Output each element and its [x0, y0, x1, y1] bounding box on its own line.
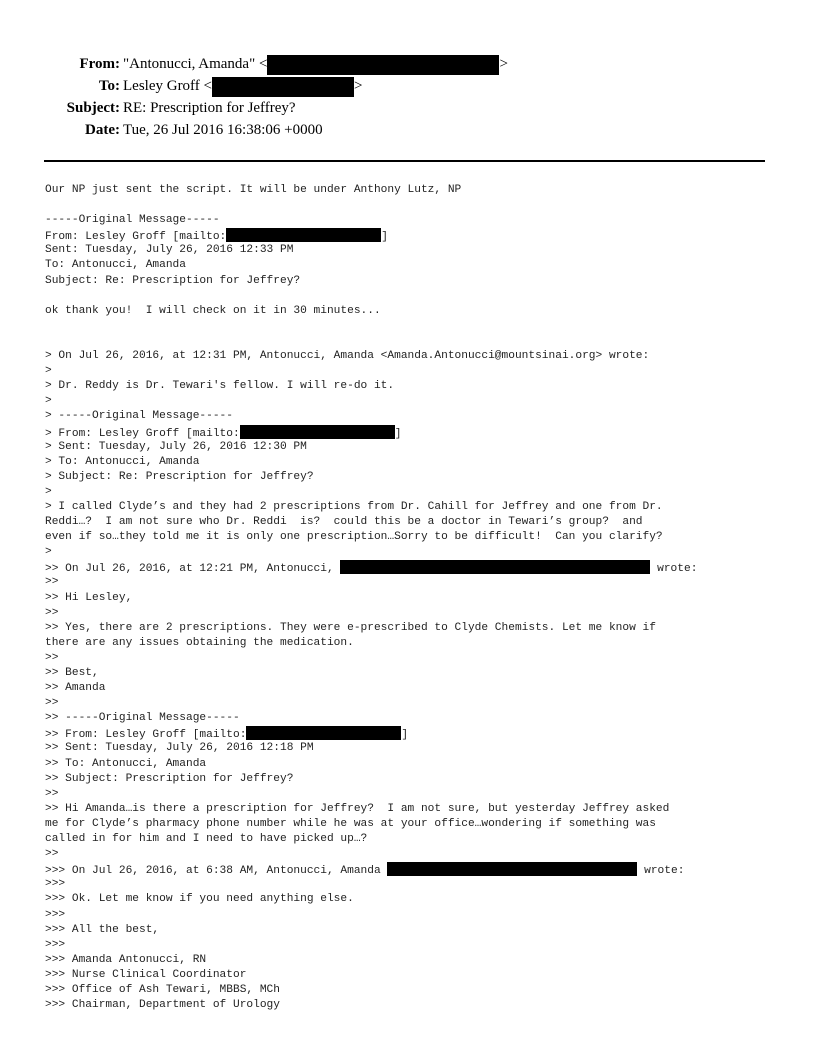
body-line: >> Hi Lesley, [45, 591, 133, 604]
body-line [45, 289, 785, 304]
body-line: >>> Amanda Antonucci, RN [45, 953, 207, 966]
redaction-bar [387, 862, 637, 876]
body-line: >> [45, 697, 59, 710]
body-line: >>> All the best, [45, 923, 160, 936]
body-line: >> Best, [45, 667, 99, 679]
body-line: >> [45, 848, 59, 861]
body-line: Reddi…? I am not sure who Dr. Reddi is? could this be a doctor in Tewari’s group? and [45, 516, 643, 529]
body-line: >> [45, 576, 59, 589]
body-line [45, 228, 785, 243]
body-line: >> [45, 606, 59, 619]
body-line: >> Yes, there are 2 prescriptions. They were e-prescribed to Clyde Chemists. Let me know if [45, 621, 656, 634]
from-label: From: [79, 56, 120, 72]
body-line: >> Subject: Prescription for Jeffrey? [45, 772, 294, 785]
body-line-part: wrote: [650, 563, 698, 576]
subject-value: RE: Prescription for Jeffrey? [123, 100, 296, 116]
from-value: "Antonucci, Amanda" < [123, 56, 268, 72]
body-line: Sent: Tuesday, July 26, 2016 12:33 PM [45, 244, 294, 257]
body-line [45, 425, 785, 440]
body-line: >> -----Original Message----- [45, 712, 240, 725]
body-line: > [45, 365, 52, 378]
header-divider [44, 160, 765, 162]
body-line [45, 560, 785, 575]
body-line: >>> [45, 938, 66, 951]
redaction-bar [267, 55, 499, 75]
body-line: > Subject: Re: Prescription for Jeffrey? [45, 470, 314, 483]
body-line: >>> Ok. Let me know if you need anything else. [45, 893, 354, 906]
from-close: > [499, 56, 508, 72]
body-line: > -----Original Message----- [45, 410, 233, 423]
body-line: > [45, 485, 52, 498]
body-line: there are any issues obtaining the medication. [45, 636, 354, 649]
body-line: To: Antonucci, Amanda [45, 259, 186, 272]
body-line: >> To: Antonucci, Amanda [45, 757, 207, 770]
body-line-part: >> On Jul 26, 2016, at 12:21 PM, Antonucci, [45, 563, 341, 576]
to-close: > [354, 78, 363, 94]
body-line: >>> [45, 908, 66, 921]
body-line: me for Clyde’s pharmacy phone number while he was at your office…wondering if something was [45, 817, 656, 830]
to-label: To: [98, 78, 120, 94]
body-line [45, 862, 785, 877]
date-label: Date: [85, 122, 120, 138]
body-line: >> [45, 651, 59, 664]
body-line: called in for him and I need to have picked up…? [45, 833, 368, 846]
body-line-part: From: Lesley Groff [mailto: [45, 231, 227, 244]
body-line: >>> Office of Ash Tewari, MBBS, MCh [45, 983, 280, 996]
body-line [45, 319, 785, 334]
body-line: ok thank you! I will check on it in 30 minutes... [45, 304, 381, 317]
body-line: > [45, 395, 52, 408]
body-line-part: ] [401, 729, 409, 742]
body-line-part: >> From: Lesley Groff [mailto: [45, 729, 247, 742]
subject-label: Subject: [66, 100, 120, 116]
body-line: > Sent: Tuesday, July 26, 2016 12:30 PM [45, 440, 307, 453]
body-line: Our NP just sent the script. It will be under Anthony Lutz, NP [45, 184, 462, 196]
body-line: > On Jul 26, 2016, at 12:31 PM, Antonucci, Amanda <Amanda.Antonucci@mountsinai.org> wrote: [45, 350, 650, 363]
body-line: >>> [45, 878, 66, 891]
body-line: >> [45, 787, 59, 800]
date-value: Tue, 26 Jul 2016 16:38:06 +0000 [123, 122, 323, 138]
body-line: >> Amanda [45, 682, 106, 695]
body-line: >> Sent: Tuesday, July 26, 2016 12:18 PM [45, 742, 314, 755]
body-line: >>> Nurse Clinical Coordinator [45, 968, 247, 981]
redaction-bar [226, 228, 381, 242]
body-line-part: >>> On Jul 26, 2016, at 6:38 AM, Antonucci, Amanda [45, 865, 388, 878]
redaction-bar [340, 560, 650, 574]
body-line [45, 334, 785, 349]
body-line-part: > From: Lesley Groff [mailto: [45, 427, 240, 440]
body-line: -----Original Message----- [45, 214, 220, 227]
body-line-part: ] [381, 231, 388, 244]
body-line: Subject: Re: Prescription for Jeffrey? [45, 274, 301, 287]
body-line: > I called Clyde’s and they had 2 prescriptions from Dr. Cahill for Jeffrey and one from Dr. [45, 500, 663, 513]
body-line [45, 726, 785, 741]
redaction-bar [212, 77, 354, 97]
redaction-bar [246, 726, 401, 740]
to-value: Lesley Groff < [123, 78, 212, 94]
body-line: > [45, 546, 52, 559]
body-line: >>> Chairman, Department of Urology [45, 999, 280, 1012]
body-line: > Dr. Reddy is Dr. Tewari's fellow. I will re-do it. [45, 380, 395, 393]
body-line: > To: Antonucci, Amanda [45, 455, 200, 468]
body-line [45, 198, 785, 213]
body-line: >> Hi Amanda…is there a prescription for Jeffrey? I am not sure, but yesterday Jeffrey asked [45, 802, 670, 815]
body-line-part: ] [394, 427, 402, 440]
email-body [45, 183, 785, 1013]
body-line-part: wrote: [637, 865, 685, 878]
body-line: even if so…they told me it is only one prescription…Sorry to be difficult! Can you clarify? [45, 531, 663, 544]
redaction-bar [240, 425, 395, 439]
